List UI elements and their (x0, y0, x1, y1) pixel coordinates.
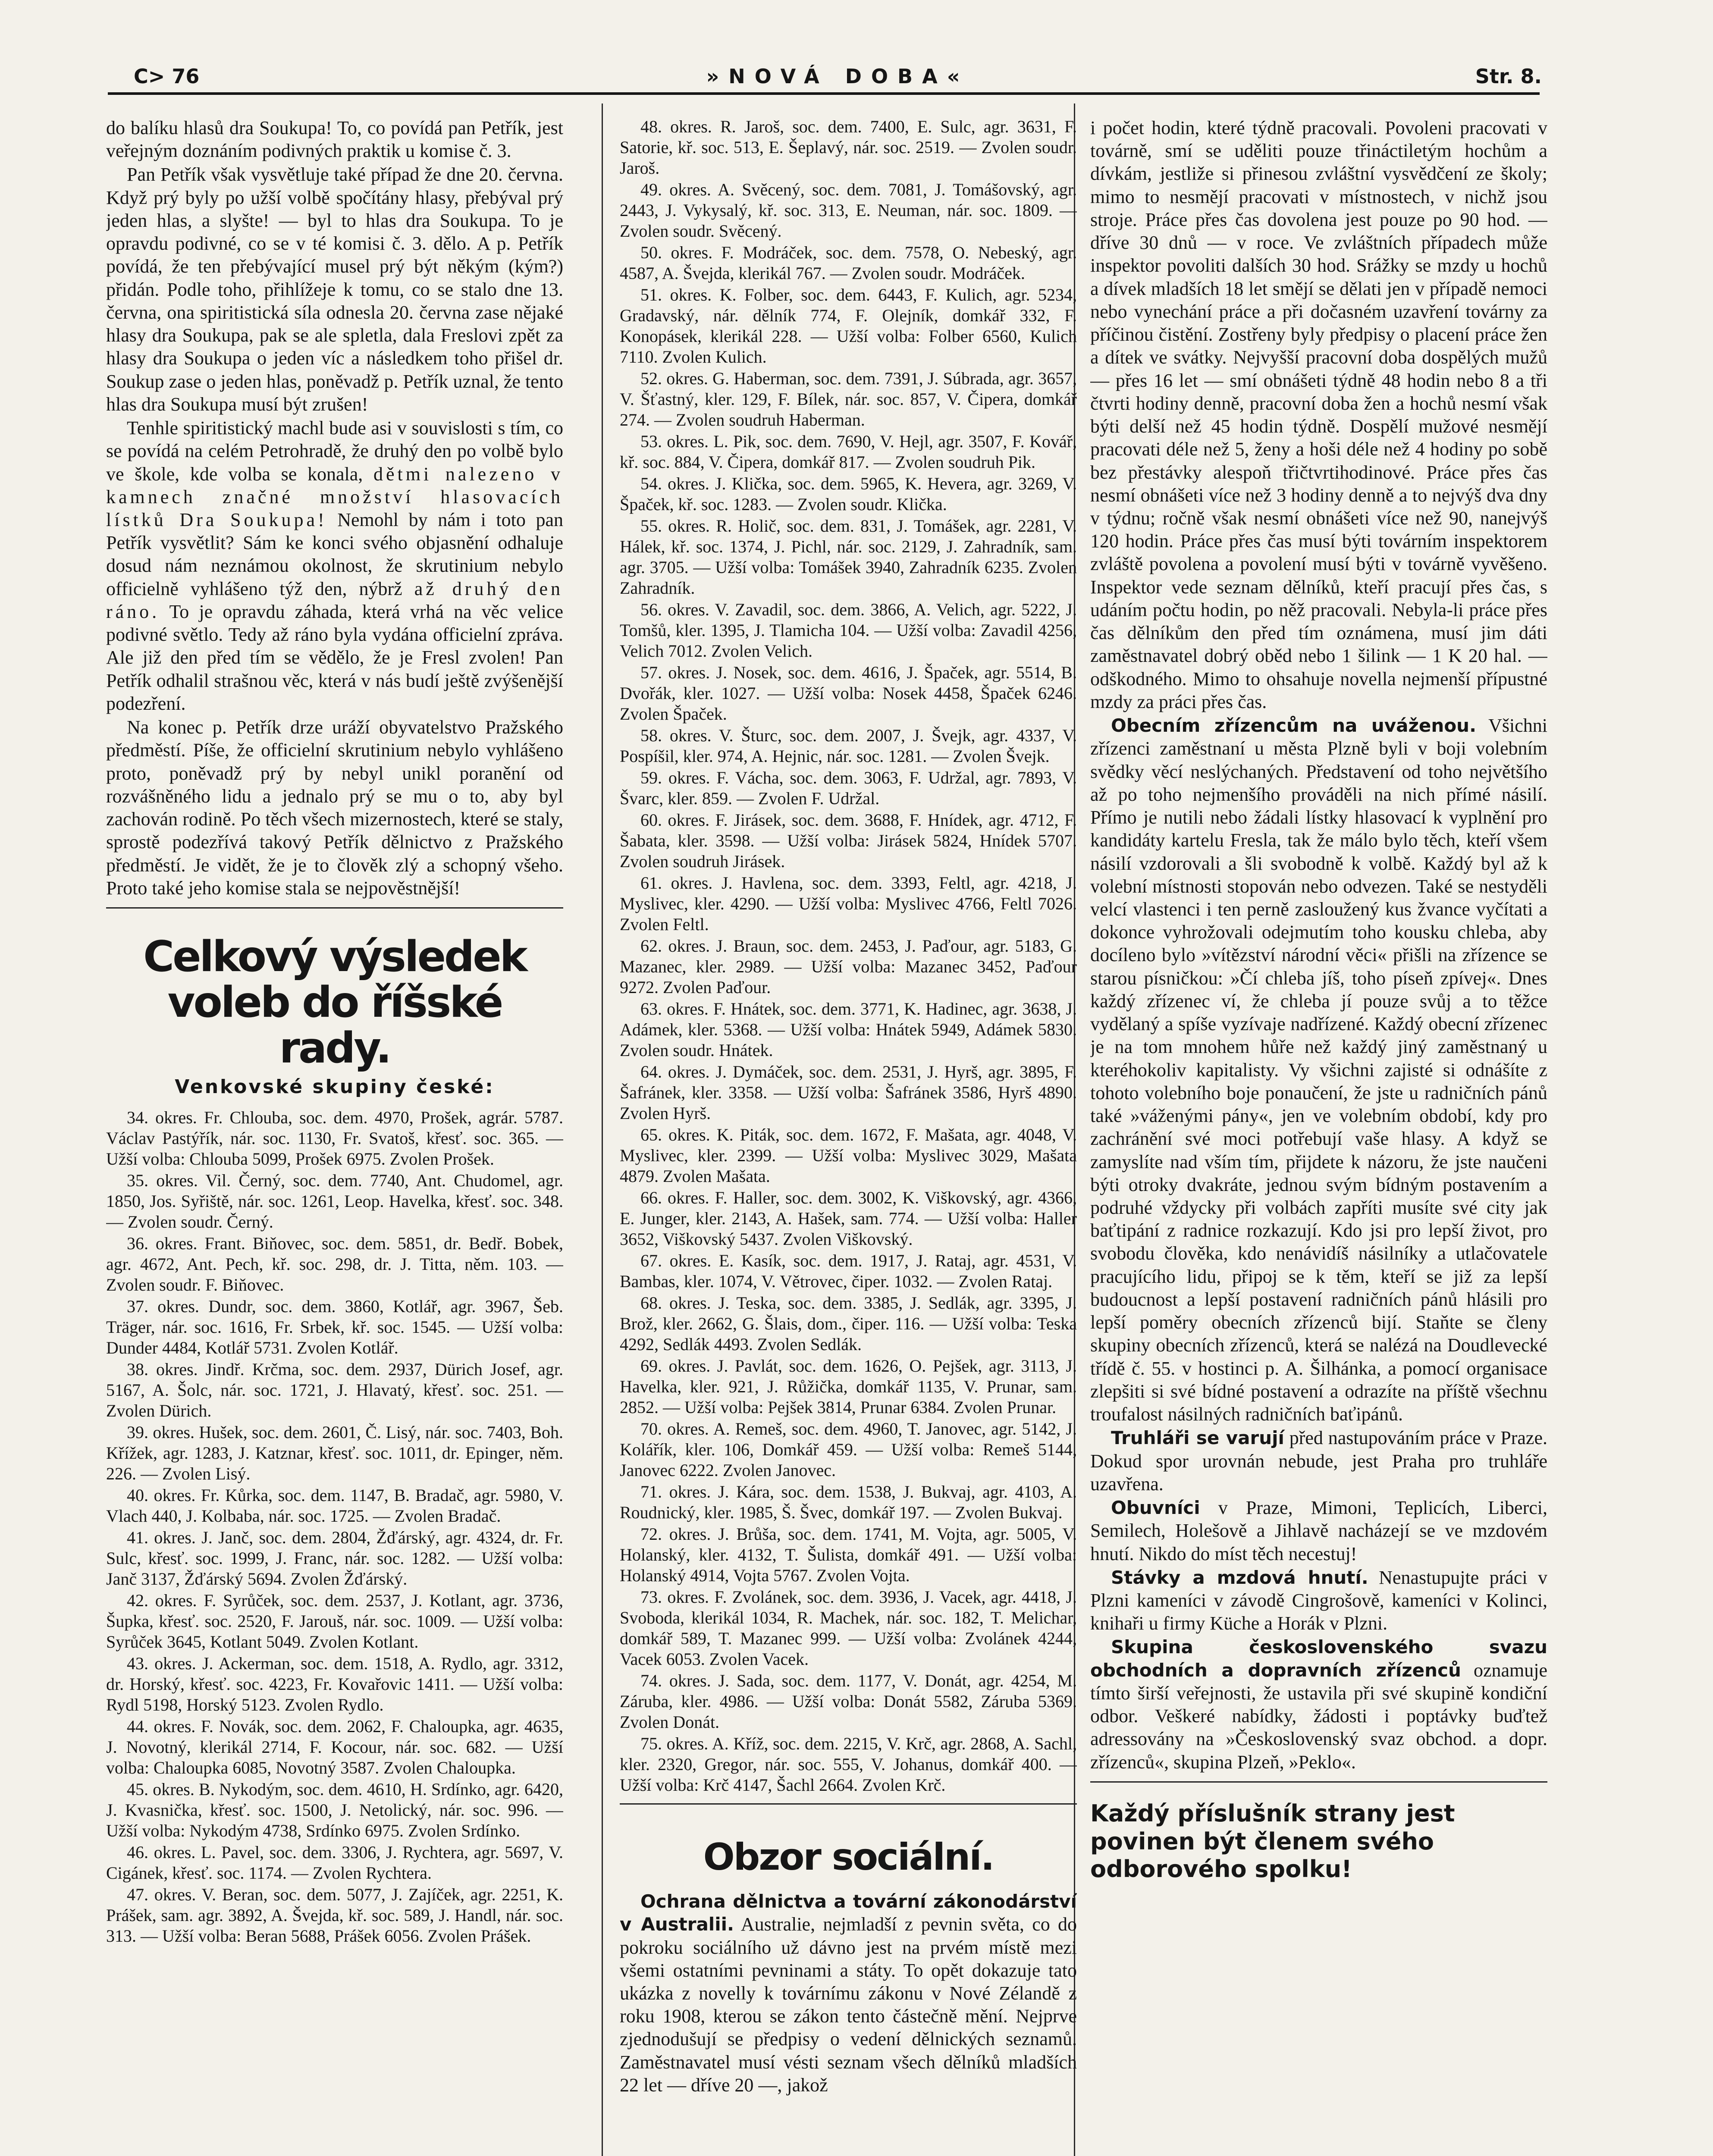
paragraph: Skupina československého svazu obchodních a dopravních zřízenců oznamuje tímto širší veřejnosti, že ustavila při své skupině kondiční odbor. Veškeré nabídky, žádosti i poptávky buďtež adressovány na »Československý svaz obchod. a dopr. zřízenců«, skupina Plzeň, »Peklo«. (1090, 1636, 1547, 1773)
list-item: 43. okres. J. Ackerman, soc. dem. 1518, A. Rydlo, agr. 3312, dr. Horský, křesť. soc. 4223, Fr. Kovařovic 1411. — Užší volba: Rydl 5198, Horský 5123. Zvolen Rydlo. (106, 1653, 563, 1714)
section-divider (1090, 1781, 1547, 1783)
list-item: 70. okres. A. Remeš, soc. dem. 4960, T. Janovec, agr. 5142, J. Kolářík, kler. 106, Domkář 459. — Užší volba: Remeš 5144, Janovec 6222. Zvolen Janovec. (620, 1419, 1077, 1480)
list-item: 73. okres. F. Zvolánek, soc. dem. 3936, J. Vacek, agr. 4418, J. Svoboda, klerikál 1034, R. Machek, nár. soc. 182, T. Melichar, domkář 589, T. Mazanec 999. — Užší volba: Zvolánek 4244, Vacek 6053. Zvolen Vacek. (620, 1587, 1077, 1669)
list-item: 56. okres. V. Zavadil, soc. dem. 3866, A. Velich, agr. 5222, J. Tomšů, kler. 1395, J. Tlamicha 104. — Užší volba: Zavadil 4256, Velich 7012. Zvolen Velich. (620, 600, 1077, 661)
article-title: Celkový výsledek voleb do říšské rady. (143, 932, 526, 1073)
column-1 (106, 116, 563, 2156)
paragraph: Obecním zřízencům na uváženou. Všichni zřízenci zaměstnaní u města Plzně byli v boji volebním svědky věcí neslýchaných. Představení od toho největšího až po toho nejmenšího prováděli na nich přímé násilí. Přímo je nutili nebo žádali lístky hlasovací k vyplnění pro kandidáty kartelu Fresla, tak že málo bylo těch, kteří všem násilí vzdorovali a šli svobodně k volbě. Každý byl až k volební místnosti stopován nebo odvezen. Také se nestyděli velcí vlastenci i ten perně zasloužený kus žvance vyčítati a dokonce vyhrožovali odejmutím toho kousku chleba, aby docíleno bylo »vítězství národní věci« přišli na zřízence se starou písničkou: »Čí chleba jíš, toho píseň zpívej«. Dnes každý zřízenec ví, že chleba jí pouze svůj a to těžce vydělaný a spíše vyzívaje nadřízené. Každý obecní zřízenec je na tom mnohem hůře než každý jiný zaměstnaný u kteréhokoliv kapitalisty. Vy všichni zajisté si odnášíte z tohoto volebního boje ponaučení, že jste u radničních pánů také »váženými pány«, jen ve volebním období, kdy pro zachránění své moci potřebují vaše hlasy. A když se zamyslíte nad vším tím, přijdete k názoru, že jste naučeni býti otroky dvakráte, jednou svým bídným postavením a podruhé vždycky při volbách zapříti musíte své city jak baťtipání z radnice rozkazují. Kdo jsi pro lepší život, pro svobodu člověka, kdo nenávidíš násilníky a utlačovatele pracujícího lidu, připoj se k těm, kteří se již za lepší budoucnost a lepší postavení radničních pánů hlásili pro lepší poměry obecních zřízenců bijí. Staňte se členy skupiny obecních zřízenců, která se nalézá na Doudlevecké třídě č. 55. v hostinci p. A. Šilhánka, a pomocí organisace zlepšiti si své bídné postavení a odrazíte na příště všechnu troufalost násilných radničních baťipánů. (1090, 715, 1547, 1425)
list-item: 45. okres. B. Nykodým, soc. dem. 4610, H. Srdínko, agr. 6420, J. Kvasnička, křesť. soc. 1500, J. Netolický, nár. soc. 996. — Užší volba: Nykodým 4738, Srdínko 6975. Zvolen Srdínko. (106, 1779, 563, 1840)
column-3 (1090, 116, 1547, 2156)
list-item: 47. okres. V. Beran, soc. dem. 5077, J. Zajíček, agr. 2251, K. Prášek, sam. agr. 3892, A. Švejda, kř. soc. 589, J. Handl, nár. soc. 313. — Užší volba: Beran 5688, Prášek 6056. Zvolen Prášek. (106, 1884, 563, 1946)
list-item: 42. okres. F. Syrůček, soc. dem. 2537, J. Kotlant, agr. 3736, Šupka, křesť. soc. 2520, F. Jarouš, nár. soc. 1009. — Užší volba: Syrůček 3645, Kotlant 5049. Zvolen Kotlant. (106, 1590, 563, 1651)
list-item: 37. okres. Dundr, soc. dem. 3860, Kotlář, agr. 3967, Šeb. Träger, nár. soc. 1616, Fr. Srbek, kř. soc. 1545. — Užší volba: Dunder 4484, Kotlář 5731. Zvolen Kotlář. (106, 1296, 563, 1357)
list-item: 62. okres. J. Braun, soc. dem. 2453, J. Paďour, agr. 5183, G. Mazanec, kler. 2989. — Užší volba: Mazanec 3452, Paďour 9272. Zvolen Paďour. (620, 936, 1077, 997)
list-item: 55. okres. R. Holič, soc. dem. 831, J. Tomášek, agr. 2281, V. Hálek, kř. soc. 1374, J. Pichl, nár. soc. 2129, J. Zahradník, sam. agr. 3705. — Užší volba: Tomášek 3940, Zahradník 6235. Zvolen Zahradník. (620, 516, 1077, 598)
paragraph: Stávky a mzdová hnutí. Nenastupujte práci v Plzni kameníci v závodě Cingrošově, kameníci v Kolinci, knihaři u firmy Küche a Horák v Plzni. (1090, 1567, 1547, 1634)
header-rule (108, 92, 1540, 95)
list-item: 54. okres. J. Klička, soc. dem. 5965, K. Hevera, agr. 3269, V. Špaček, kř. soc. 1283. — Zvolen soudr. Klička. (620, 474, 1077, 514)
list-item: 46. okres. L. Pavel, soc. dem. 3306, J. Rychtera, agr. 5697, V. Cigánek, křesť. soc. 1174. — Zvolen Rychtera. (106, 1842, 563, 1883)
list-item: 38. okres. Jindř. Krčma, soc. dem. 2937, Dürich Josef, agr. 5167, A. Šolc, nár. soc. 1721, J. Hlavatý, křesť. soc. 251. — Zvolen Dürich. (106, 1359, 563, 1420)
column-2 (620, 116, 1077, 2156)
list-item: 74. okres. J. Sada, soc. dem. 1177, V. Donát, agr. 4254, M. Záruba, kler. 4986. — Užší volba: Donát 5582, Záruba 5369. Zvolen Donát. (620, 1671, 1077, 1732)
paragraph: i počet hodin, které týdně pracovali. Povoleni pracovati v továrně, smí se uděliti pouze třináctiletým hochům a dívkám, jestliže si přinesou zvláštní vysvědčení ze školy; mimo to nesmějí pracovati v místnostech, v nichž jsou stroje. Práce přes čas dovolena jest pouze po 90 hod. — dříve 30 dnů — v roce. Ve zvláštních případech může inspektor povoliti dalších 30 hod. Srážky se mzdy u hochů a dívek mladších 18 let smějí se dělati jen v případě nemoci nebo vynechání práce a při dočasném uzavření továrny za příčinou čistění. Zostřeny byly předpisy o placení práce žen a dítek ve svátky. Nejvyšší pracovní doba dospělých mužů — přes 16 let — smí obnášeti týdně 48 hodin nebo 8 a tři čtvrti hodiny denně, pracovní doba žen a hochů nesmí však býti delší než 45 hodin týdně. Dospělí mužové nesmějí pracovati déle než 5, ženy a hoši déle než 4 hodiny po sobě bez přestávky alespoň třičtvrtihodinové. Práce přes čas nesmí obnášeti více než 3 hodiny denně a to nejvýš dva dny v týdnu; ročně však nesmí obnášeti více než 90, nanejvýš 120 hodin. Práce přes čas musí býti továrním inspektorem zvláště povolena a povolení musí býti v továrně vyvěšeno. Inspektor vede seznam dělníků, kteří pracují přes čas, s udáním počtu hodin, po něž pracovali. Nebyla-li práce přes čas dělníkům den před tím oznámena, musí jim dáti zaměstnavatel dobrý oběd nebo 1 šilink — 1 K 20 hal. — odškodného. Mimo to ohsahuje novella nejmenší přípustné mzdy za práci přes čas. (1090, 117, 1547, 712)
list-item: 34. okres. Fr. Chlouba, soc. dem. 4970, Prošek, agrár. 5787. Václav Pastýřík, nár. soc. 1130, Fr. Svatoš, křesť. soc. 365. — Užší volba: Chlouba 5099, Prošek 6975. Zvolen Prošek. (106, 1107, 563, 1169)
paragraph: do balíku hlasů dra Soukupa! To, co povídá pan Petřík, jest veřejným doznáním podivných praktik u komise č. 3. (106, 117, 563, 162)
list-item: 72. okres. J. Brůša, soc. dem. 1741, M. Vojta, agr. 5005, V. Holanský, kler. 4132, T. Šulista, domkář 491. — Užší volba: Holanský 4914, Vojta 5767. Zvolen Vojta. (620, 1524, 1077, 1585)
list-item: 67. okres. E. Kasík, soc. dem. 1917, J. Rataj, agr. 4531, V. Bambas, kler. 1074, V. Větrovec, čiper. 1032. — Zvolen Rataj. (620, 1251, 1077, 1291)
list-item: 64. okres. J. Dymáček, soc. dem. 2531, J. Hyrš, agr. 3895, F. Šafránek, kler. 3358. — Užší volba: Šafránek 3586, Hyrš 4890. Zvolen Hyrš. (620, 1062, 1077, 1123)
list-item: 35. okres. Vil. Černý, soc. dem. 7740, Ant. Chudomel, agr. 1850, Jos. Syřiště, nár. soc. 1261, Leop. Havelka, křesť. soc. 348. — Zvolen soudr. Černý. (106, 1170, 563, 1232)
list-item: 71. okres. J. Kára, soc. dem. 1538, J. Bukvaj, agr. 4103, A. Roudnický, kler. 1985, Š. Švec, domkář 197. — Zvolen Bukvaj. (620, 1482, 1077, 1522)
list-item: 50. okres. F. Modráček, soc. dem. 7578, O. Nebeský, agr. 4587, A. Švejda, klerikál 767. — Zvolen soudr. Modráček. (620, 243, 1077, 283)
list-item: 52. okres. G. Haberman, soc. dem. 7391, J. Súbrada, agr. 3657, V. Šťastný, kler. 129, F. Bílek, nár. soc. 857, V. Čipera, domkář 274. — Zvolen soudruh Haberman. (620, 369, 1077, 429)
list-item: 66. okres. F. Haller, soc. dem. 3002, K. Viškovský, agr. 4366, E. Junger, kler. 2143, A. Hašek, sam. 774. — Užší volba: Haller 3652, Viškovský 5437. Zvolen Viškovský. (620, 1188, 1077, 1249)
list-item: 44. okres. F. Novák, soc. dem. 2062, F. Chaloupka, agr. 4635, J. Novotný, klerikál 2714, F. Kocour, nár. soc. 682. — Užší volba: Chaloupka 6085, Novotný 3587. Zvolen Chaloupka. (106, 1716, 563, 1777)
list-item: 49. okres. A. Svěcený, soc. dem. 7081, J. Tomášovský, agr. 2443, J. Vykysalý, kř. soc. 313, E. Neuman, nár. soc. 1809. — Zvolen soudr. Svěcený. (620, 180, 1077, 241)
paragraph: Ochrana dělnictva a tovární zákonodárství v Australii. Australie, nejmladší z pevnin světa, co do pokroku sociálního už dávno jest na prvém místě mezi všemi ostatními pevninami a státy. To opět dokazuje tato ukázka z novelly k továrnímu zákonu v Nové Zélandě z roku 1908, kterou se zákon tento částečně mění. Nejprve zjednodušují se předpisy o vedení dělnických seznamů. Zaměstnavatel musí vésti seznam všech dělníků mladších 22 let — dříve 20 —, jakož (620, 1891, 1077, 2096)
page-header (134, 65, 1542, 96)
article-subtitle: Venkovské skupiny české: (175, 1076, 495, 1098)
list-item: 40. okres. Fr. Kůrka, soc. dem. 1147, B. Bradač, agr. 5980, V. Vlach 440, J. Kolbaba, nár. soc. 1725. — Zvolen Bradač. (106, 1485, 563, 1526)
list-item: 58. okres. V. Šturc, soc. dem. 2007, J. Švejk, agr. 4337, V. Pospíšil, kler. 974, A. Hejnic, nár. soc. 1281. — Zvolen Švejk. (620, 726, 1077, 766)
list-item: 69. okres. J. Pavlát, soc. dem. 1626, O. Pejšek, agr. 3113, J. Havelka, kler. 921, J. Růžička, domkář 1135, V. Prunar, sam. 2852. — Užší volba: Pejšek 3814, Prunar 6384. Zvolen Prunar. (620, 1356, 1077, 1417)
closing-slogan: Každý příslušník strany jest povinen být členem svého odborového spolku! (1090, 1799, 1455, 1883)
list-item: 61. okres. J. Havlena, soc. dem. 3393, Feltl, agr. 4218, J. Myslivec, kler. 4290. — Užší volba: Myslivec 4766, Feltl 7026. Zvolen Feltl. (620, 873, 1077, 934)
paragraph: Na konec p. Petřík drze uráží obyvatelstvo Pražského předměstí. Píše, že officielní skrutinium nebylo vyhlášeno proto, poněvadž prý by nebyl unikl poranění od rozvášněného lidu a jednalo prý se mu o to, aby byl zachován rodině. Po těch všech mizernostech, které se staly, sprostě podezřívá takový Petřík dělnictvo z Pražského předměstí. Je vidět, že je to člověk zlý a schopný všeho. Proto také jeho komise stala se nejpověstnější! (106, 717, 563, 899)
list-item: 65. okres. K. Piták, soc. dem. 1672, F. Mašata, agr. 4048, V. Myslivec, kler. 2399. — Užší volba: Myslivec 3029, Mašata 4879. Zvolen Mašata. (620, 1125, 1077, 1186)
list-item: 51. okres. K. Folber, soc. dem. 6443, F. Kulich, agr. 5234, Gradavský, nár. dělník 774, F. Olejník, domkář 332, F. Konopásek, klerikál 228. — Užší volba: Folber 6560, Kulich 7110. Zvolen Kulich. (620, 285, 1077, 367)
paragraph: Truhláři se varují před nastupováním práce v Praze. Dokud spor urovnán nebude, jest Praha pro truhláře uzavřena. (1090, 1427, 1547, 1495)
paragraph: Tenhle spiritistický machl bude asi v souvislosti s tím, co se povídá na celém Petrohradě, že druhý den po volbě bylo ve škole, kde volba se konala, dětmi nalezeno v kamnech značné množství hlasovacích lístků Dra Soukupa! Nemohl by nám i toto pan Petřík vysvětlit? Sám ke konci svého objasnění odhaluje dosud nám neznámou okolnost, že skrutinium nebylo officielně vyhlášeno týž den, nýbrž až druhý den ráno. To je opravdu záhada, která vrhá na věc velice podivné světlo. Tedy až ráno byla vydána officielní zpráva. Ale již den před tím se vědělo, že je Fresl zvolen! Pan Petřík odhalil strašnou věc, která v nás budí ještě zvýšenější podezření. (106, 417, 563, 714)
masthead: »NOVÁ DOBA« (706, 65, 969, 88)
list-item: 68. okres. J. Teska, soc. dem. 3385, J. Sedlák, agr. 3395, J. Brož, kler. 2662, G. Šlais, dom., čiper. 116. — Užší volba: Teska 4292, Sedlák 4493. Zvolen Sedlák. (620, 1293, 1077, 1354)
column-divider (602, 103, 603, 2156)
election-results-list (620, 116, 1077, 1796)
list-item: 48. okres. R. Jaroš, soc. dem. 7400, E. Sulc, agr. 3631, F. Satorie, kř. soc. 513, E. Šeplavý, nár. soc. 2519. — Zvolen soudr. Jaroš. (620, 117, 1077, 178)
page-number: C> 76 (134, 65, 200, 88)
list-item: 36. okres. Frant. Biňovec, soc. dem. 5851, dr. Bedř. Bobek, agr. 4672, Ant. Pech, kř. soc. 298, dr. J. Titta, něm. 103. — Zvolen soudr. F. Biňovec. (106, 1233, 563, 1294)
section-title: Obzor sociální. (703, 1836, 994, 1879)
list-item: 39. okres. Hušek, soc. dem. 2601, Č. Lisý, nár. soc. 7403, Boh. Křížek, agr. 1283, J. Katznar, křesť. soc. 1011, dr. Epinger, něm. 226. — Zvolen Lisý. (106, 1422, 563, 1483)
list-item: 75. okres. A. Kříž, soc. dem. 2215, V. Krč, agr. 2868, A. Sachl, kler. 2320, Gregor, nár. soc. 555, V. Johanus, domkář 400. — Užší volba: Krč 4147, Šachl 2664. Zvolen Krč. (620, 1734, 1077, 1795)
section-divider (620, 1803, 1077, 1805)
list-item: 57. okres. J. Nosek, soc. dem. 4616, J. Špaček, agr. 5514, B. Dvořák, kler. 1027. — Užší volba: Nosek 4458, Špaček 6246. Zvolen Špaček. (620, 663, 1077, 724)
page-label: Str. 8. (1475, 65, 1542, 88)
list-item: 41. okres. J. Janč, soc. dem. 2804, Žďárský, agr. 4324, dr. Fr. Sulc, křesť. soc. 1999, J. Franc, nár. soc. 1282. — Užší volba: Janč 3137, Žďárský 5694. Zvolen Žďárský. (106, 1527, 563, 1589)
list-item: 53. okres. L. Pik, soc. dem. 7690, V. Hejl, agr. 3507, F. Kovář, kř. soc. 884, V. Čipera, domkář 817. — Zvolen soudruh Pik. (620, 432, 1077, 472)
section-divider (106, 907, 563, 909)
list-item: 60. okres. F. Jirásek, soc. dem. 3688, F. Hnídek, agr. 4712, F. Šabata, kler. 3598. — Užší volba: Jirásek 5824, Hnídek 5707. Zvolen soudruh Jirásek. (620, 810, 1077, 871)
election-results-list (106, 1107, 563, 1946)
list-item: 59. okres. F. Vácha, soc. dem. 3063, F. Udržal, agr. 7893, V. Švarc, kler. 859. — Zvolen F. Udržal. (620, 768, 1077, 808)
paragraph: Pan Petřík však vysvětluje také případ že dne 20. června. Když prý byly po užší volbě spočítány hlasy, přebýval prý jeden hlas, a slyšte! — byl to hlas dra Soukupa. To je opravdu podivné, co se v té komisi č. 3. dělo. A p. Petřík povídá, že ten přebývající musel prý být někým (kým?) přidán. Podle toho, přihlížeje k tomu, co se stalo dne 13. června, ona spiritistická síla odnesla 20. června zase nějaké hlasy dra Soukupa, pak se ale spletla, dala Freslovi zpět za hlasy dra Soukupa o jeden víc a následkem toho přišel dr. Soukup zase o jeden hlas, poněvadž p. Petřík uznal, že tento hlas dra Soukupa musí být zrušen! (106, 164, 563, 415)
paragraph: Obuvníci v Praze, Mimoni, Teplicích, Liberci, Semilech, Holešově a Jihlavě nacházejí se ve mzdovém hnutí. Nikdo do míst těch necestuj! (1090, 1497, 1547, 1564)
list-item: 63. okres. F. Hnátek, soc. dem. 3771, K. Hadinec, agr. 3638, J. Adámek, kler. 5368. — Užší volba: Hnátek 5949, Adámek 5830. Zvolen soudr. Hnátek. (620, 999, 1077, 1060)
